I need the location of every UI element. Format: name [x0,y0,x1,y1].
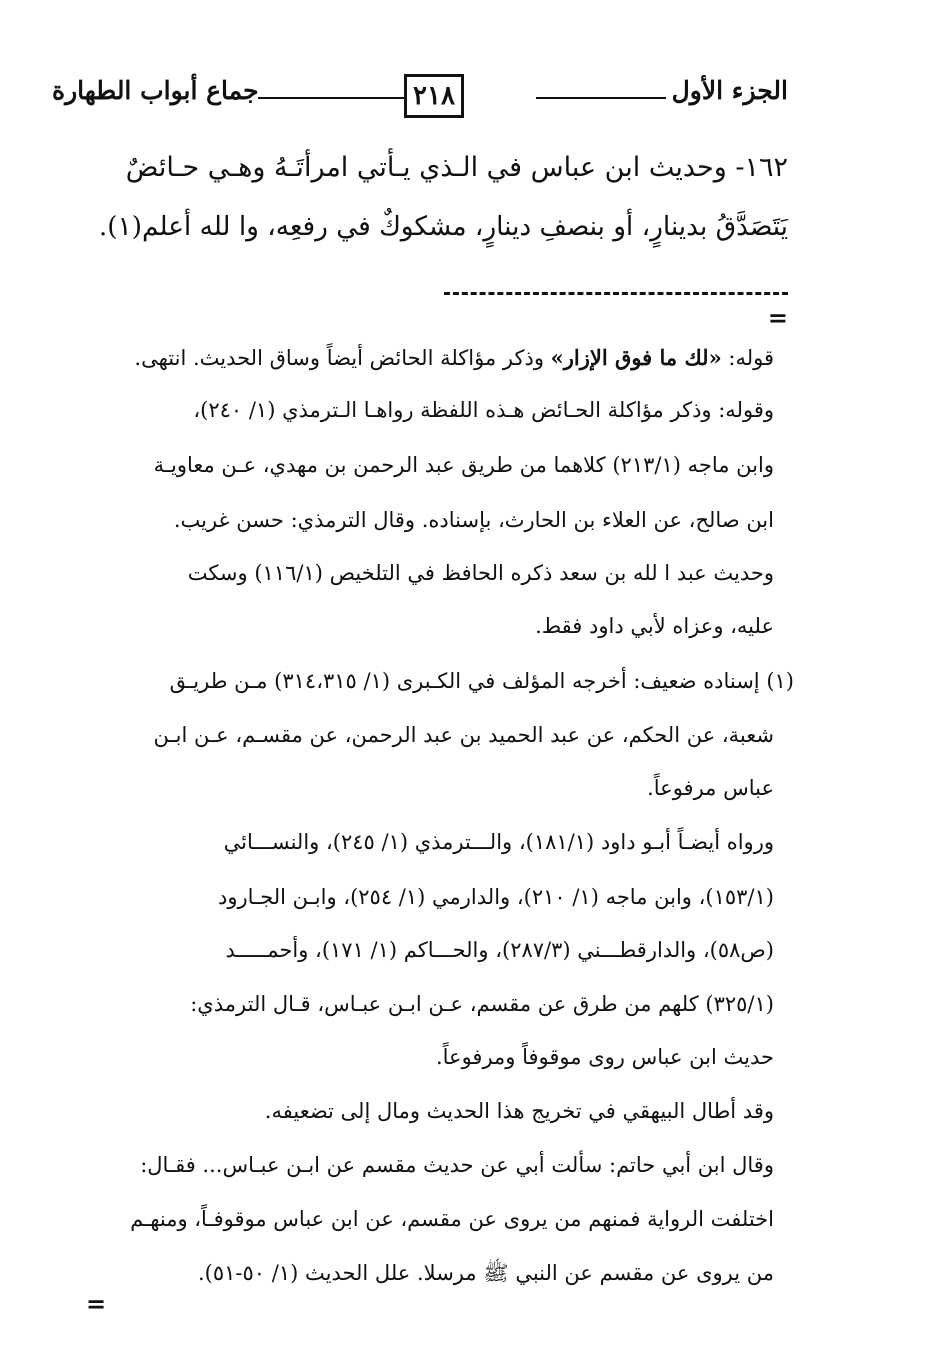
commentary-line: ابن صالح، عن العلاء بن الحارث، بإسناده. وقال الترمذي: حسن غريب. [173,508,774,532]
header-chapter-title: جماع أبواب الطهارة [52,76,259,105]
footnote-line: عباس مرفوعاً. [647,776,774,800]
commentary-line: وابن ماجه (٢١٣/١) كلاهما من طريق عبد الرحمن بن مهدي، عـن معاويـة [153,453,774,477]
header-volume-title: الجزء الأول [671,76,788,105]
commentary-line: وحديث عبد ا لله بن سعد ذكره الحافظ في التلخيص (١١٦/١) وسكت [187,561,774,585]
continuation-mark: = [86,1289,107,1318]
footnote-line: وقال ابن أبي حاتم: سألت أبي عن حديث مقسم عن ابـن عبـاس... فقـال: [140,1153,774,1177]
quoted-phrase: «لك ما فوق الإزار» [550,345,722,370]
footnote-line: حديث ابن عباس روى موقوفاً ومرفوعاً. [435,1045,774,1069]
footnote-line: اختلفت الرواية فمنهم من يروى عن مقسم، عن ابن عباس موقوفـاً، ومنهـم [130,1207,774,1231]
commentary-line [84,343,774,373]
footnote-line: من يروى عن مقسم عن النبي ﷺ مرسلا. علل الحديث (١/ ٥٠-٥١). [197,1261,774,1285]
main-text-line: يَتَصَدَّقُ بدينارٍ، أو بنصفِ دينارٍ، مشكوكٌ في رفعِه، وا لله أعلم(١). [98,212,788,242]
footnote-separator [444,292,788,295]
header-rule-left [258,97,404,99]
continuation-mark: = [767,303,788,332]
footnote-line: (١٥٣/١)، وابن ماجه (١/ ٢١٠)، والدارمي (١/ ٢٥٤)، وابـن الجـارود [218,885,774,909]
commentary-prefix: قوله: [721,346,774,370]
header-rule-right [536,97,666,99]
footnote-line: (ص٥٨)، والدارقطـــني (٢٨٧/٣)، والحـــاكم (١/ ١٧١)، وأحمـــــد [225,938,774,962]
commentary-rest: وذكر مؤاكلة الحائض أيضاً وساق الحديث. انتهى. [134,346,551,370]
footnote-line: شعبة، عن الحكم، عن عبد الحميد بن عبد الرحمن، عن مقسـم، عـن ابـن [153,723,774,747]
commentary-line: وقوله: وذكر مؤاكلة الحـائض هـذه اللفظة رواهـا الـترمذي (١/ ٢٤٠)، [193,398,774,422]
footnote-line: ورواه أيضـاً أبـو داود (١٨١/١)، والـــترمذي (١/ ٢٤٥)، والنســـائي [223,830,774,854]
main-text-line: ١٦٢- وحديث ابن عباس في الـذي يـأتي امرأتَـهُ وهـي حـائضٌ [125,152,788,183]
footnote-line: (١) إسناده ضعيف: أخرجه المؤلف في الكـبرى (١/ ٣١٤،٣١٥) مـن طريـق [169,669,794,693]
footnote-line: (٣٢٥/١) كلهم من طرق عن مقسم، عـن ابـن عبـاس، قـال الترمذي: [190,992,774,1016]
footnote-line: وقد أطال البيهقي في تخريج هذا الحديث ومال إلى تضعيفه. [264,1099,774,1123]
page-number: ٢١٨ [404,74,464,118]
commentary-line: عليه، وعزاه لأبي داود فقط. [535,614,774,638]
